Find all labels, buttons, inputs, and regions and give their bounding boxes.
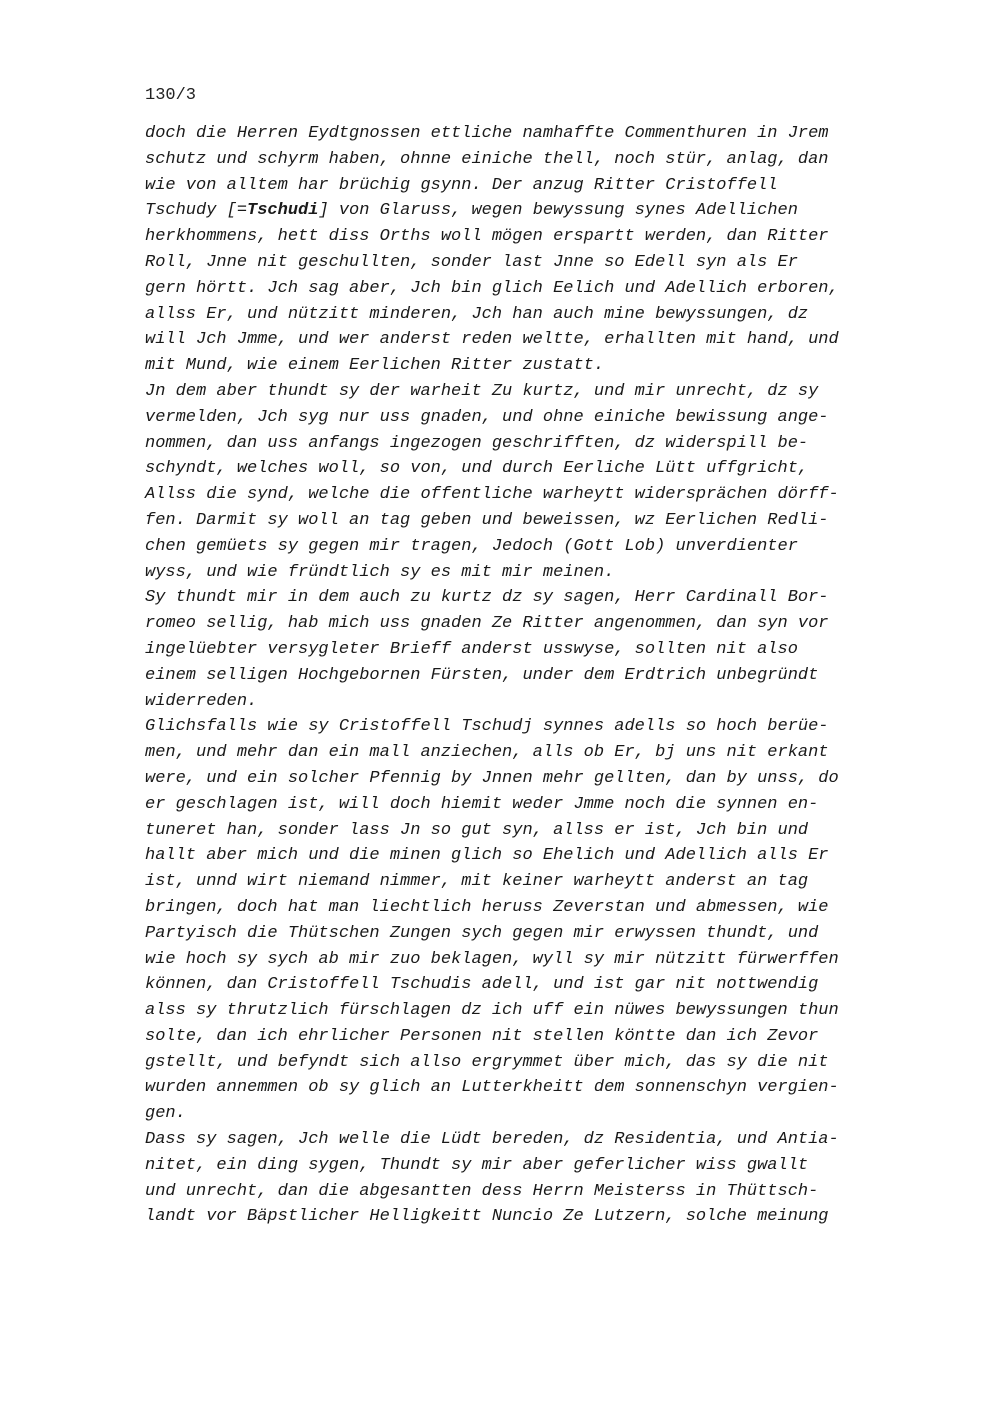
page-number: 130/3 <box>145 86 197 105</box>
text-line: vermelden, Jch syg nur uss gnaden, und ohne einiche bewissung ange- <box>145 407 829 427</box>
text-line: gen. <box>145 1104 186 1124</box>
text-line: romeo sellig, hab mich uss gnaden Ze Ritter angenommen, dan syn vor <box>145 614 829 634</box>
text-line: Glichsfalls wie sy Cristoffell Tschudj synnes adells so hoch berüe- <box>145 717 829 737</box>
text-line: gern hörtt. Jch sag aber, Jch bin glich Eelich und Adellich erboren, <box>145 278 839 298</box>
text-line: Sy thundt mir in dem auch zu kurtz dz sy sagen, Herr Cardinall Bor- <box>145 588 829 608</box>
text-segment: Tschudy [= <box>145 201 248 221</box>
text-line: ist, unnd wirt niemand nimmer, mit keiner warheytt anderst an tag <box>145 872 809 892</box>
text-line: will Jch Jmme, und wer anderst reden weltte, erhallten mit hand, und <box>145 330 839 350</box>
text-line: hallt aber mich und die minen glich so Ehelich und Adellich alls Er <box>145 846 829 866</box>
text-line: und unrecht, dan die abgesantten dess Herrn Meisterss in Thüttsch- <box>145 1181 819 1201</box>
text-line: Allss die synd, welche die offentliche warheytt widersprächen dörff- <box>145 485 839 505</box>
text-line: nommen, dan uss anfangs ingezogen geschrifften, dz widerspill be- <box>145 433 809 453</box>
text-line: wyss, und wie fründtlich sy es mit mir meinen. <box>145 562 615 582</box>
text-line: gstellt, und befyndt sich allso ergrymmet über mich, das sy die nit <box>145 1052 829 1072</box>
text-line: er geschlagen ist, will doch hiemit weder Jmme noch die synnen en- <box>145 794 819 814</box>
text-line: schutz und schyrm haben, ohnne einiche thell, noch stür, anlag, dan <box>145 149 829 169</box>
text-line: tuneret han, sonder lass Jn so gut syn, allss er ist, Jch bin und <box>145 820 809 840</box>
text-line: men, und mehr dan ein mall anziechen, alls ob Er, bj uns nit erkant <box>145 743 829 763</box>
text-line: doch die Herren Eydtgnossen ettliche namhaffte Commenthuren in Jrem <box>145 124 829 143</box>
text-line: bringen, doch hat man liechtlich heruss Zeverstan und abmessen, wie <box>145 897 829 917</box>
text-line: wie hoch sy sych ab mir zuo beklagen, wyll sy mir nützitt fürwerffen <box>145 949 839 969</box>
text-line: einem selligen Hochgebornen Fürsten, under dem Erdtrich unbegründt <box>145 665 819 685</box>
text-line: widerreden. <box>145 691 258 711</box>
text-line: alss sy thrutzlich fürschlagen dz ich uff ein nüwes bewyssungen thun <box>145 1001 839 1021</box>
text-line: Dass sy sagen, Jch welle die Lüdt bereden, dz Residentia, und Antia- <box>145 1130 839 1150</box>
text-line: wie von alltem har brüchig gsynn. Der anzug Ritter Cristoffell <box>145 175 778 195</box>
text-line: landt vor Bäpstlicher Helligkeitt Nuncio Ze Lutzern, solche meinung <box>145 1207 829 1227</box>
text-line: nitet, ein ding sygen, Thundt sy mir aber geferlicher wiss gwallt <box>145 1155 809 1175</box>
body-text <box>145 121 925 1230</box>
text-line: were, und ein solcher Pfennig by Jnnen mehr gellten, dan by unss, do <box>145 768 839 788</box>
text-line: können, dan Cristoffell Tschudis adell, und ist gar nit nottwendig <box>145 975 819 995</box>
text-line: herkhommens, hett diss Orths woll mögen erspartt werden, dan Ritter <box>145 227 829 247</box>
text-segment: ] von Glaruss, wegen bewyssung synes Adellichen <box>318 201 798 221</box>
text-line: Jn dem aber thundt sy der warheit Zu kurtz, und mir unrecht, dz sy <box>145 381 819 401</box>
text-line: Roll, Jnne nit geschullten, sonder last Jnne so Edell syn als Er <box>145 252 798 272</box>
text-line: mit Mund, wie einem Eerlichen Ritter zustatt. <box>145 356 605 376</box>
text-line: fen. Darmit sy woll an tag geben und beweissen, wz Eerlichen Redli- <box>145 510 829 530</box>
text-line <box>145 198 925 224</box>
text-line: Partyisch die Thütschen Zungen sych gegen mir erwyssen thundt, und <box>145 923 819 943</box>
text-line: wurden annemmen ob sy glich an Lutterkheitt dem sonnenschyn vergien- <box>145 1078 839 1098</box>
text-line: schyndt, welches woll, so von, und durch Eerliche Lütt uffgricht, <box>145 459 809 479</box>
text-line: chen gemüets sy gegen mir tragen, Jedoch (Gott Lob) unverdienter <box>145 536 798 556</box>
text-line: solte, dan ich ehrlicher Personen nit stellen köntte dan ich Zevor <box>145 1026 819 1046</box>
editorial-emphasis: Tschudi <box>247 201 319 221</box>
text-line: ingelüebter versygleter Brieff anderst usswyse, sollten nit also <box>145 639 798 659</box>
text-line: allss Er, und nützitt minderen, Jch han auch mine bewyssungen, dz <box>145 304 809 324</box>
